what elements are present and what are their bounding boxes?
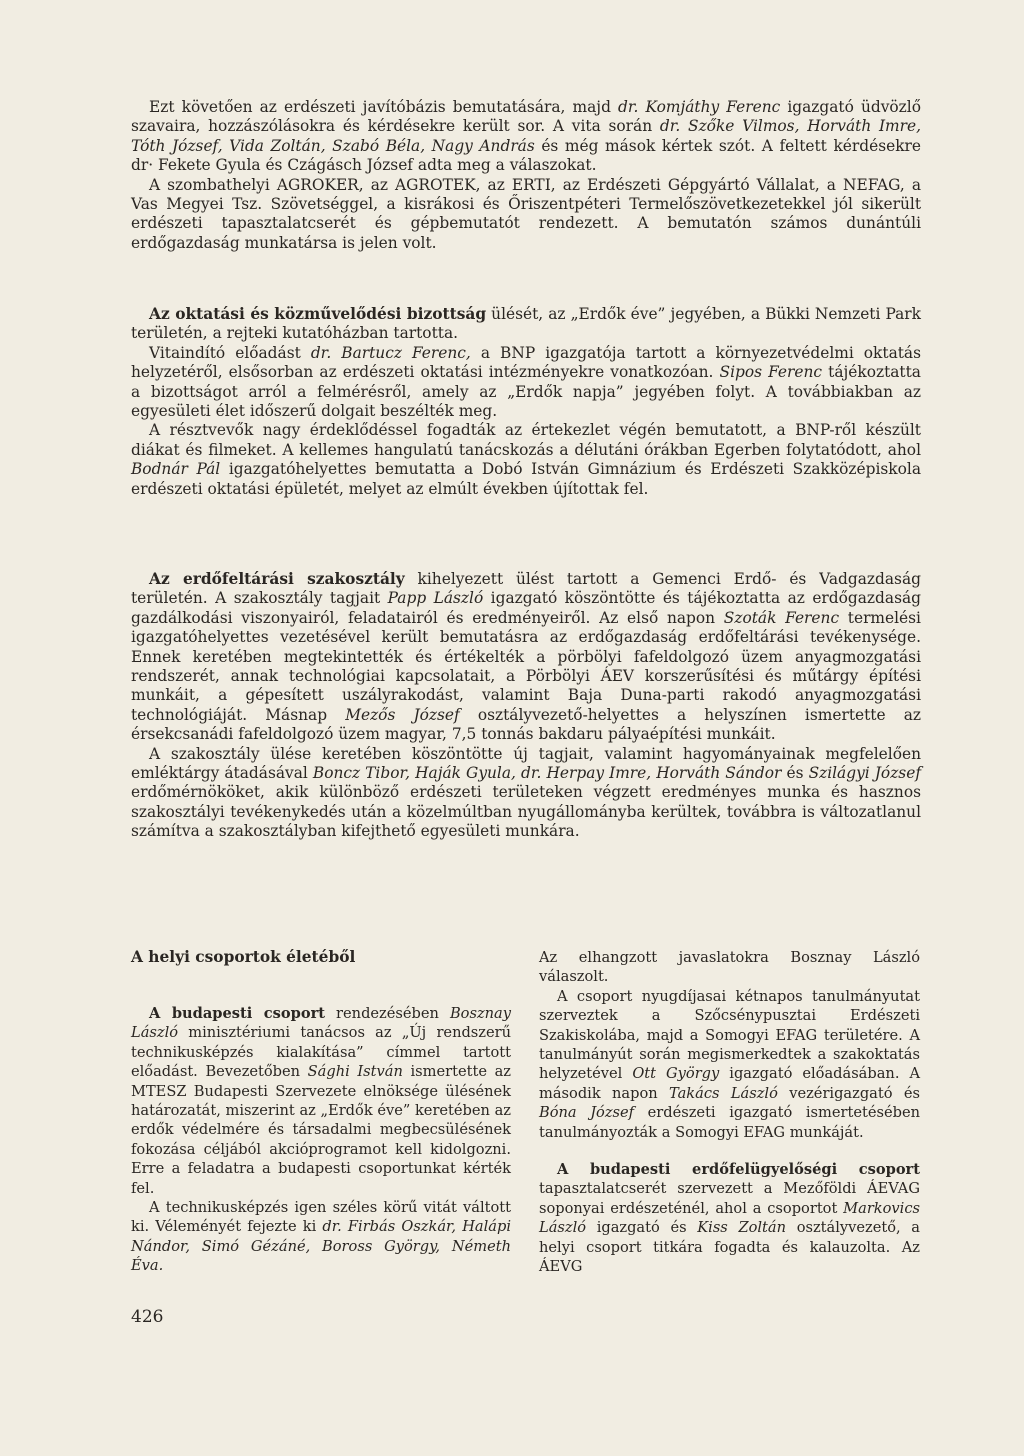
committee-name: Az erdőfeltárási szakosztály <box>149 570 405 588</box>
right-column <box>539 948 920 1277</box>
section-javitobazis <box>131 98 921 253</box>
person-names: dr. Szőke Vilmos, Horváth Imre, Tóth József, Vida Zoltán, Szabó Béla, Nagy András <box>131 117 922 155</box>
text: A technikusképzés igen széles körű vitát váltott ki. Véleményét fejezte ki <box>131 1199 511 1236</box>
text: ülését, az „Erdők éve” jegyében, a Bükki Nemzeti Park területén, a rejteki kutatóházban tartotta. <box>131 305 921 343</box>
text: tapasztalatcserét szervezett a Mezőföldi ÁEVAG soponyai erdészeténél, ahol a csoportot <box>539 1180 920 1217</box>
text: erdészeti igazgató ismertetésében tanulmányozták a Somogyi EFAG munkáját. <box>539 1104 920 1141</box>
text: A szakosztály ülése keretében köszöntötte új tagjait, valamint hagyományainak megfelelően emléktárgy átadásával <box>131 744 921 783</box>
paragraph <box>131 1004 511 1198</box>
person-name: Sipos Ferenc <box>719 363 823 382</box>
paragraph <box>131 305 921 344</box>
person-name: Markovics László <box>539 1199 920 1237</box>
text: igazgató előadásában. A második napon <box>539 1065 921 1102</box>
section-heading: A helyi csoportok életéből <box>131 948 356 966</box>
text: Vitaindító előadást <box>149 343 311 362</box>
text: kihelyezett ülést tartott a Gemenci Erdő- és Vadgazdaság területén. A szakosztály tagjait <box>131 570 921 608</box>
text: a BNP igazgatója tartott a környezetvédelmi oktatás helyzetéről, elsősorban az erdészeti oktatási intézményekre vonatkozóan. <box>131 343 921 382</box>
text: tájékoztatta a bizottságot arról a felmérésről, amely az „Erdők napja” jegyében folyt. A továbbiakban az egyesületi élet időszerű dolgait beszélték meg. <box>131 363 921 421</box>
paragraph <box>539 1160 920 1276</box>
text: erdőmérnököket, akik különböző erdészeti területeken végzett eredményes munka és hasznos szakosztályi tevékenykedés után a közelmúltban nyugállományba kerültek, továbbra is változatlanul számítva a szakosztályban kifejthető egyesületi munkára. <box>131 783 921 841</box>
person-name: Szilágyi József <box>808 764 922 783</box>
text: A szombathelyi AGROKER, az AGROTEK, az ERTI, az Erdészeti Gépgyártó Vállalat, a NEFAG, a Vas Megyei Tsz. Szövetséggel, a kisrákosi és Őriszentpéteri Termelőszövetkezetekkel jól sikerült erdészeti tapasztalatcserét és gépbemutatót rendezett. A bemutatón számos dunántúli erdőgazdaság munkatársa is jelen volt. <box>131 175 921 252</box>
person-name: Papp László <box>387 589 484 608</box>
paragraph <box>131 745 921 842</box>
paragraph <box>131 98 921 176</box>
text: vezérigazgató és <box>777 1084 920 1102</box>
person-name: Ott György <box>632 1065 720 1083</box>
person-name: Kiss Zoltán <box>697 1219 787 1237</box>
person-name: Sághi István <box>307 1063 403 1081</box>
person-names: dr. Firbás Oszkár, Halápi Nándor, Simó Gézáné, Boross György, Németh Éva. <box>131 1218 512 1275</box>
text: termelési igazgatóhelyettes vezetésével került bemutatásra az erdőgazdaság erdőfeltárási tevékenysége. Ennek keretében megtekintették és értékelték a pörbölyi fafeldolgozó üzem anyagmozgatási rendszerét, annak technológiai kapcsolatait, a Pörbölyi ÁEV korszerűsítési és műtárgy építési munkáit, a gépesített uszályrakodást, valamint Baja Duna-parti rakodó anyagmozgatási technológiáját. Másnap <box>131 608 921 724</box>
text: igazgató köszöntötte és tájékoztatta az erdőgazdaság gazdálkodási viszonyairól, feladatairól és eredményeiről. Az első napon <box>131 589 921 627</box>
left-column <box>131 1004 511 1276</box>
text: osztályvezető, a helyi csoport titkára fogadta és kalauzolta. Az ÁEVG <box>539 1219 920 1276</box>
text: és <box>781 764 809 783</box>
text: igazgató üdvözlő szavaira, hozzászólásokra és kérdésekre került sor. A vita során <box>131 98 921 136</box>
person-name: Mezős József <box>345 705 460 724</box>
paragraph <box>131 1198 511 1276</box>
paragraph <box>131 570 921 745</box>
person-name: Bóna József <box>539 1104 635 1122</box>
text: rendezésében <box>325 1005 450 1022</box>
paragraph <box>539 987 920 1142</box>
text: Ezt követően az erdészeti javítóbázis bemutatására, majd <box>149 98 619 116</box>
person-name: Takács László <box>669 1084 778 1102</box>
person-name: Bosznay László <box>131 1005 511 1042</box>
group-name: A budapesti csoport <box>149 1005 325 1022</box>
page-number: 426 <box>131 1307 164 1327</box>
text: és még mások kértek szót. A feltett kérdésekre dr· Fekete Gyula és Czágásch József adta meg a válaszokat. <box>131 136 921 175</box>
person-names: Boncz Tibor, Haják Gyula, dr. Herpay Imre, Horváth Sándor <box>312 764 782 783</box>
person-name: Bodnár Pál <box>131 460 221 479</box>
committee-name: Az oktatási és közművelődési bizottság <box>149 305 487 323</box>
text: osztályvezető-helyettes a helyszínen ismertette az érsekcsanádi fafeldolgozó üzem magyar, 7,5 tonnás bakdaru pályaépítési munkáit. <box>131 705 921 744</box>
text: ismertette az MTESZ Budapesti Szervezete elnöksége ülésének határozatát, miszerint az „Erdők éve” keretében az erdők védelmére és társadalmi megbecsülésének fokozása céljából akcióprogramot kell kidolgozni. Erre a feladatra a budapesti csoportunkat kérték fel. <box>131 1063 511 1197</box>
text: A csoport nyugdíjasai kétnapos tanulmányutat szerveztek a Szőcsénypusztai Erdészeti Szakiskolába, majd a Somogyi EFAG területére. A tanulmányút során megismerkedtek a szakoktatás helyzetével <box>539 987 920 1083</box>
text: igazgatóhelyettes bemutatta a Dobó István Gimnázium és Erdészeti Szakközépiskola erdészeti oktatási épületét, melyet az elmúlt években újítottak fel. <box>131 460 921 498</box>
paragraph <box>131 421 921 499</box>
paragraph <box>131 344 921 422</box>
text: igazgató és <box>586 1219 698 1237</box>
section-oktatasi-bizottsag <box>131 305 921 499</box>
person-name: dr. Bartucz Ferenc, <box>310 343 471 362</box>
paragraph <box>539 948 920 987</box>
text: A résztvevők nagy érdeklődéssel fogadták az értekezlet végén bemutatott, a BNP-ről készült diákat és filmeket. A kellemes hangulatú tanácskozás a délutáni órákban Egerben folytatódott, ahol <box>131 421 921 459</box>
paragraph <box>131 176 921 254</box>
text: Az elhangzott javaslatokra Bosznay László válaszolt. <box>539 949 920 986</box>
person-name: dr. Komjáthy Ferenc <box>618 98 781 116</box>
group-name: A budapesti erdőfelügyelőségi csoport <box>557 1161 920 1179</box>
section-erdofeltarasi-szakosztaly <box>131 570 921 842</box>
person-name: Szoták Ferenc <box>723 608 840 627</box>
text: minisztériumi tanácsos az „Új rendszerű technikusképzés kialakítása” címmel tartott előadást. Bevezetőben <box>131 1024 511 1081</box>
